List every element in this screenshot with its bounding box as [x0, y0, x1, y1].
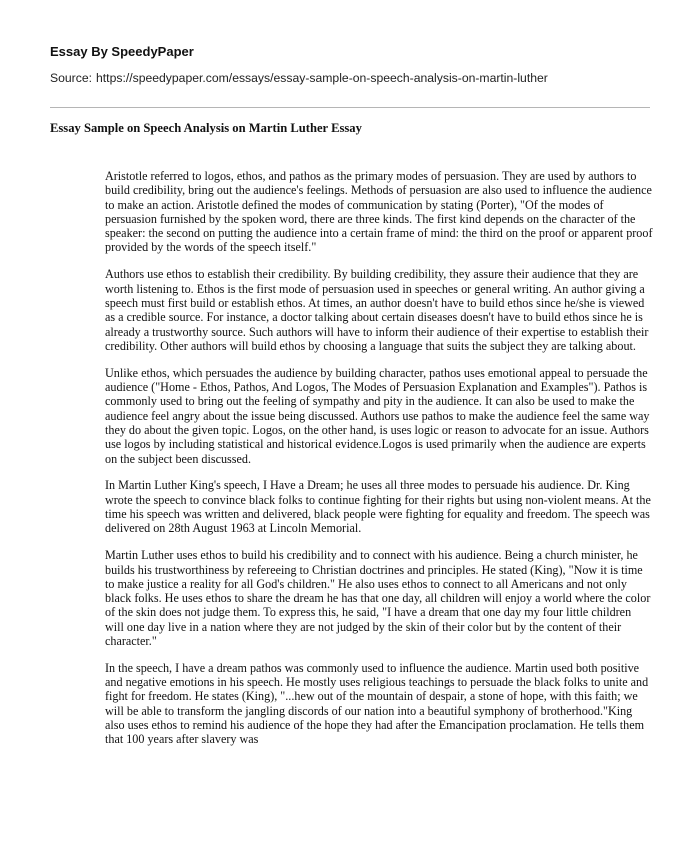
header-divider	[50, 107, 650, 108]
site-title: Essay By SpeedyPaper	[50, 44, 194, 59]
essay-paragraph: Authors use ethos to establish their credibility. By building credibility, they assure their audience that they are worth listening to. Ethos is the first mode of persuasion used in speeches or general writing. An author giving a speech must first build or establish ethos. At times, an author doesn't have to build ethos since he/she is viewed as a credible source. For instance, a doctor talking about certain diseases doesn't have to build ethos since he is already a trustworthy source. Such authors will have to inform their audience of their expertise to establish their credibility. Other authors will build ethos by choosing a language that suits the subject they are talking about.	[105, 267, 649, 353]
essay-paragraph: In the speech, I have a dream pathos was commonly used to influence the audience. Martin used both positive and negative emotions in his speech. He mostly uses religious teachings to persuade the black folks to unite and fight for freedom. He states (King), "...hew out of the mountain of despair, a stone of hope, with this faith; we will be able to transform the jangling discords of our nation into a beautiful symphony of brotherhood."King also uses ethos to remind his audience of the hope they had after the Emancipation proclamation. He tells them that 100 years after slavery was	[105, 660, 649, 747]
source-line	[50, 71, 548, 85]
source-url: https://speedypaper.com/essays/essay-sample-on-speech-analysis-on-martin-luther	[96, 71, 548, 85]
essay-paragraph: Unlike ethos, which persuades the audience by building character, pathos uses emotional appeal to persuade the audience ("Home - Ethos, Pathos, And Logos, The Modes of Persuasion Explanation and Examples"). Pathos is commonly used to bring out the feeling of sympathy and pity in the audience. It can also be used to make the audience feel angry about the issue being discussed. Authors use pathos to make the audience feel the same way they do about the given topic. Logos, on the other hand, is uses logic or reason to advocate for an issue. Authors use logos by including statistical and historical evidence.Logos is used primarily when the audience are experts on the subject been discussed.	[105, 365, 650, 466]
essay-paragraph: Aristotle referred to logos, ethos, and pathos as the primary modes of persuasion. They are used by authors to build credibility, bring out the audience's feelings. Methods of persuasion are also used to influence the audience to make an action. Aristotle defined the modes of communication by stating (Porter), "Of the modes of persuasion furnished by the spoken word, there are three kinds. The first kind depends on the character of the speaker: the second on putting the audience into a certain frame of mind: the third on the proof or apparent proof provided by the words of the speech itself."	[105, 169, 653, 255]
essay-paragraph: Martin Luther uses ethos to build his credibility and to connect with his audience. Being a church minister, he builds his trustworthiness by refereeing to Christian doctrines and principles. He stated (King), "Now it is time to make justice a reality for all God's children." He also uses ethos to connect to all Americans and not only black folks. He uses ethos to share the dream he has that one day, all children will enjoy a world where the color of the skin does not judge them. To express this, he said, "I have a dream that one day my four little children will one day live in a nation where they are not judged by the skin of their color but by the content of their character."	[105, 548, 651, 648]
essay-paragraph: In Martin Luther King's speech, I Have a Dream; he uses all three modes to persuade his audience. Dr. King wrote the speech to convince black folks to continue fighting for their rights but using non-violent means. At the time his speech was written and delivered, black people were fighting for equality and freedom. The speech was delivered on 28th August 1963 at Lincoln Memorial.	[105, 478, 651, 536]
essay-title: Essay Sample on Speech Analysis on Martin Luther Essay	[50, 121, 362, 135]
essay-body	[105, 169, 653, 759]
source-label: Source:	[50, 71, 93, 85]
